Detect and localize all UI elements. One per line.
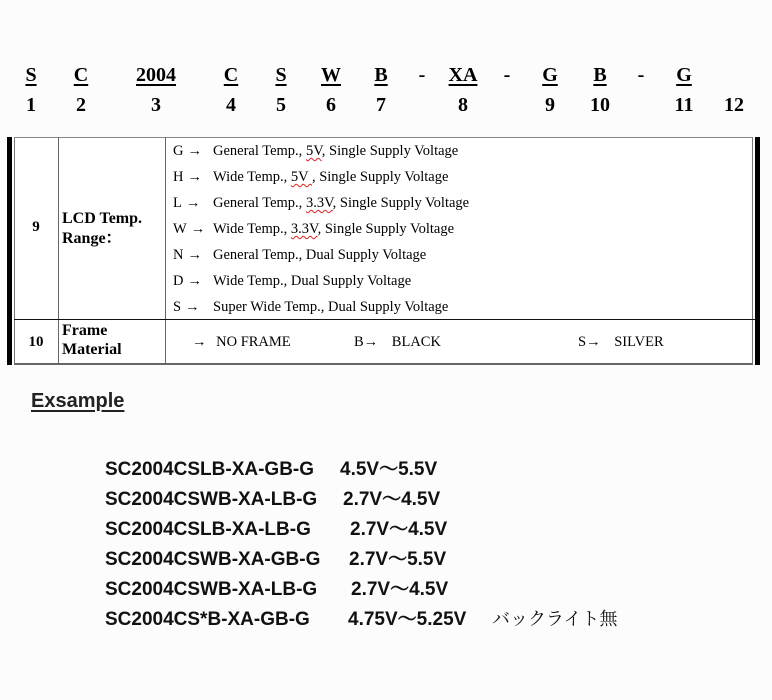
option-text: General Temp., xyxy=(213,143,306,159)
row-number: 9 xyxy=(32,219,40,235)
voltage-mark: 3.3V xyxy=(305,195,333,211)
option-text: SILVER xyxy=(614,334,664,350)
position-number: 8 xyxy=(458,94,468,116)
arrow-right-icon: → xyxy=(187,273,202,289)
example-heading: Exsample xyxy=(31,390,125,412)
label-line: LCD Temp. xyxy=(62,210,143,227)
arrow-right-icon: → xyxy=(190,221,206,237)
option-code xyxy=(173,168,213,186)
voltage-mark: 5V xyxy=(290,169,312,185)
arrow-right-icon: → xyxy=(185,195,201,211)
code-segment: S xyxy=(25,64,37,86)
example-part-number: SC2004CSWB-XA-LB-G xyxy=(105,579,318,600)
code-separator: - xyxy=(418,64,426,86)
arrow-right-icon: → xyxy=(187,169,202,185)
example-part-number: SC2004CSWB-XA-GB-G xyxy=(105,549,321,570)
option-text: General Temp., xyxy=(213,195,306,211)
option-text: NO FRAME xyxy=(216,334,291,350)
code-separator: - xyxy=(637,64,645,86)
example-part-number: SC2004CS*B-XA-GB-G xyxy=(105,609,310,630)
code-separator: - xyxy=(503,64,511,86)
example-voltage: 2.7V〜4.5V xyxy=(350,519,448,540)
frame-option-none xyxy=(192,334,291,351)
code-segment: W xyxy=(321,64,341,86)
label-line: Frame xyxy=(62,322,108,339)
example-part-number: SC2004CSWB-XA-LB-G xyxy=(105,489,318,510)
part-code-positions xyxy=(0,93,772,117)
code-segment: B xyxy=(374,64,388,86)
spec-table xyxy=(7,137,760,365)
temp-option xyxy=(173,220,454,238)
code-segment: C xyxy=(223,64,239,86)
temp-option xyxy=(173,272,411,290)
position-number: 6 xyxy=(326,94,336,116)
option-letter: L xyxy=(173,195,182,211)
option-code xyxy=(173,246,213,264)
label-line: Range： xyxy=(62,230,122,247)
example-voltage: 2.7V〜5.5V xyxy=(349,549,447,570)
position-number: 1 xyxy=(26,94,36,116)
option-code xyxy=(173,142,213,160)
voltage-mark: 5V xyxy=(305,143,322,159)
voltage-mark: 3.3V xyxy=(290,221,318,237)
position-number: 10 xyxy=(590,94,610,116)
position-number: 11 xyxy=(674,94,694,116)
option-letter: G xyxy=(173,143,184,159)
option-text: , Single Supply Voltage xyxy=(311,169,449,185)
option-code xyxy=(173,298,213,316)
code-segment: G xyxy=(676,64,692,86)
row-divider xyxy=(14,319,755,320)
position-number: 12 xyxy=(724,94,744,116)
option-letter: D xyxy=(173,273,184,289)
part-code-letters xyxy=(0,63,772,87)
temp-option xyxy=(173,298,448,316)
arrow-right-icon: → xyxy=(185,299,200,315)
option-text: Wide Temp., xyxy=(213,169,291,185)
option-text: Wide Temp., xyxy=(213,221,291,237)
option-code xyxy=(173,220,213,238)
row-label xyxy=(60,321,166,359)
arrow-right-icon: → xyxy=(363,334,379,350)
arrow-right-icon: → xyxy=(192,334,207,350)
code-segment: 2004 xyxy=(136,64,176,86)
option-code xyxy=(173,272,213,290)
code-segment: S xyxy=(275,64,287,86)
option-code: B xyxy=(354,334,364,350)
frame-option-silver xyxy=(578,334,664,351)
option-text: , Single Supply Voltage xyxy=(332,195,470,211)
example-voltage: 2.7V〜4.5V xyxy=(343,489,441,510)
frame-option-black xyxy=(354,334,441,351)
position-number: 3 xyxy=(151,94,161,116)
temp-option xyxy=(173,168,448,186)
example-voltage: 4.75V〜5.25V xyxy=(348,609,467,630)
code-segment: C xyxy=(73,64,89,86)
option-code xyxy=(173,194,213,212)
example-voltage: 2.7V〜4.5V xyxy=(351,579,449,600)
option-letter: H xyxy=(173,169,184,185)
example-voltage: 4.5V〜5.5V xyxy=(340,459,438,480)
position-number: 7 xyxy=(376,94,386,116)
temp-option xyxy=(173,142,458,160)
position-number: 4 xyxy=(226,94,236,116)
option-text: , Single Supply Voltage xyxy=(321,143,459,159)
label-line: Material xyxy=(62,341,122,358)
column-divider xyxy=(58,137,59,365)
example-part-number: SC2004CSLB-XA-GB-G xyxy=(105,459,315,480)
position-number: 2 xyxy=(76,94,86,116)
option-text: , Single Supply Voltage xyxy=(317,221,455,237)
example-note: バックライト無 xyxy=(492,609,618,630)
temp-option xyxy=(173,194,469,212)
option-letter: W xyxy=(173,221,187,237)
position-number: 9 xyxy=(545,94,555,116)
position-number: 5 xyxy=(276,94,286,116)
code-segment: XA xyxy=(448,64,478,86)
option-letter: S xyxy=(173,299,182,315)
option-text: BLACK xyxy=(391,334,441,350)
row-number: 10 xyxy=(28,334,44,350)
option-text: Super Wide Temp., Dual Supply Voltage xyxy=(213,299,449,315)
code-segment: G xyxy=(542,64,558,86)
code-segment: B xyxy=(593,64,607,86)
option-text: Wide Temp., Dual Supply Voltage xyxy=(213,273,412,289)
arrow-right-icon: → xyxy=(187,143,202,159)
row-label xyxy=(60,209,166,249)
option-text: General Temp., Dual Supply Voltage xyxy=(213,247,427,263)
temp-option xyxy=(173,246,426,264)
arrow-right-icon: → xyxy=(586,334,601,350)
option-code: S xyxy=(578,334,587,350)
example-part-number: SC2004CSLB-XA-LB-G xyxy=(105,519,311,540)
arrow-right-icon: → xyxy=(187,247,202,263)
option-letter: N xyxy=(173,247,184,263)
